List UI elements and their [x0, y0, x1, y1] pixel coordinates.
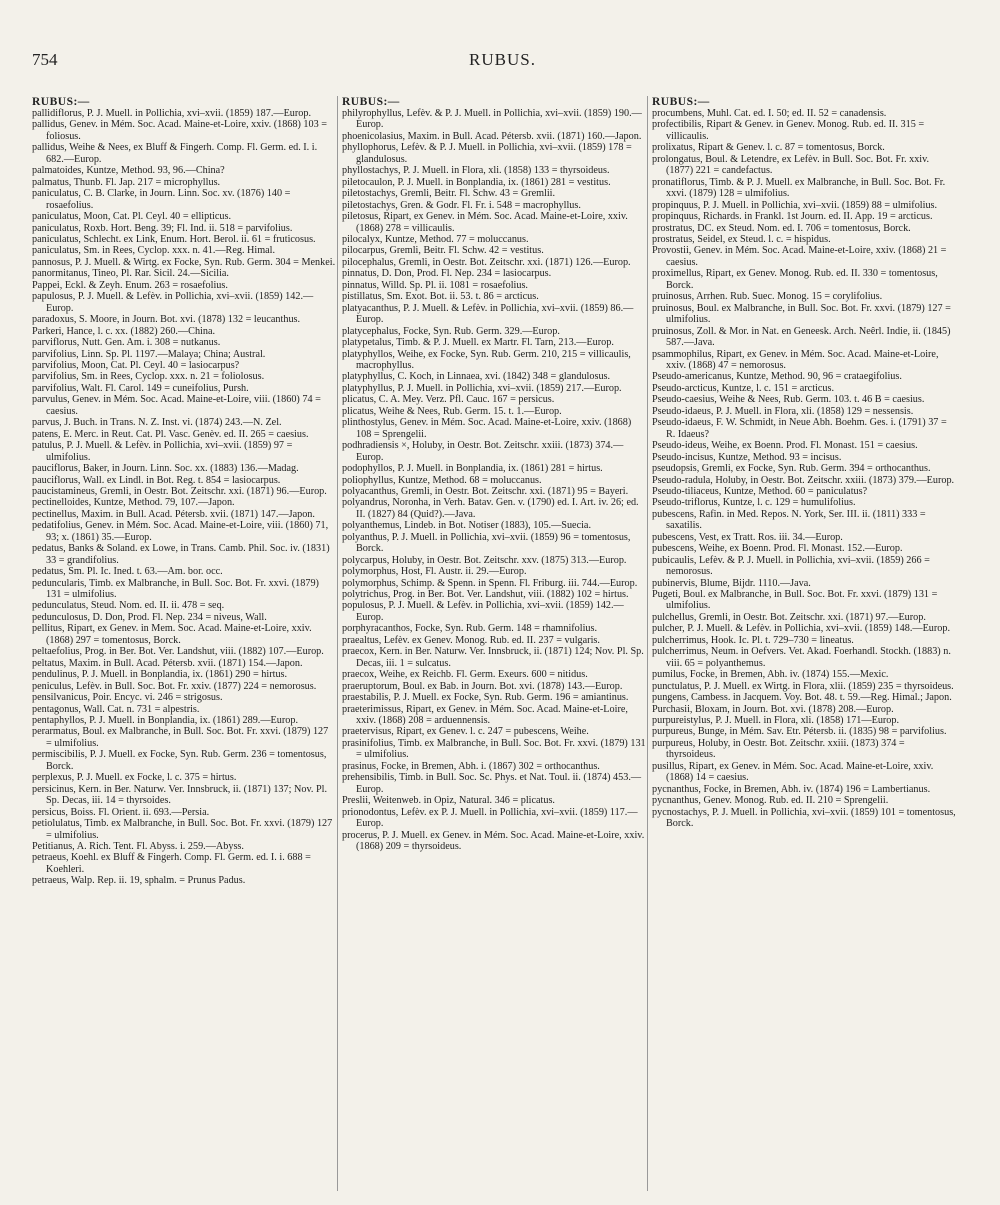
index-entry: piletocaulon, P. J. Muell. in Bonplandia, ix. (1861) 281 = vestitus.: [342, 176, 611, 188]
index-entry: prehensibilis, Timb. in Bull. Soc. Sc. Phys. et Nat. Toul. ii. (1874) 453.—Europ.: [342, 772, 642, 795]
page-header: [30, 50, 975, 76]
index-entry: pubinervis, Blume, Bijdr. 1110.—Java.: [652, 577, 811, 589]
index-entry: perarmatus, Boul. ex Malbranche, in Bull. Soc. Bot. Fr. xxvi. (1879) 127 = ulmifolius.: [32, 726, 329, 749]
index-entry: pannosus, P. J. Muell. & Wirtg. ex Focke, Syn. Rub. Germ. 304 = Menkei.: [32, 256, 336, 268]
index-entry: pruinosus, Zoll. & Mor. in Nat. en Geneesk. Arch. Neêrl. Indie, ii. (1845) 587.—Java.: [652, 325, 951, 349]
index-entry: parvulus, Genev. in Mém. Soc. Acad. Maine-et-Loire, viii. (1860) 74 = caesius.: [32, 394, 321, 417]
index-entry: polyanthemus, Lindeb. in Bot. Notiser (1883), 105.—Suecia.: [342, 520, 591, 532]
column-heading: RUBUS:—: [342, 96, 400, 108]
index-entry: pedunculosus, D. Don, Prod. Fl. Nep. 234 = niveus, Wall.: [32, 611, 267, 623]
index-entry: pedatus, Sm. Pl. Ic. Ined. t. 63.—Am. bor. occ.: [32, 566, 223, 578]
index-entry: paniculatus, Moon, Cat. Pl. Ceyl. 40 = ellipticus.: [32, 211, 232, 223]
index-entry: parvifolius, Moon, Cat. Pl. Ceyl. 40 = lasiocarpus?: [32, 359, 240, 371]
index-entry: punctulatus, P. J. Muell. ex Wirtg. in Flora, xlii. (1859) 235 = thyrsoideus.: [652, 680, 954, 692]
column-divider: [647, 96, 648, 1191]
index-entry: pallidiflorus, P. J. Muell. in Pollichia, xvi–xvii. (1859) 187.—Europ.: [32, 108, 312, 119]
index-entry: pinnatus, D. Don, Prod. Fl. Nep. 234 = lasiocarpus.: [342, 268, 552, 280]
index-entry: propinquus, Richards. in Frankl. 1st Journ. ed. II. App. 19 = arcticus.: [652, 211, 933, 223]
index-entry: peniculus, Lefèv. in Bull. Soc. Bot. Fr. xxiv. (1877) 224 = nemorosus.: [32, 680, 317, 692]
index-entry: pallidus, Weihe & Nees, ex Bluff & Fingerh. Comp. Fl. Germ. ed. I. i. 682.—Europ.: [32, 142, 318, 165]
index-entry: pseudopsis, Gremli, ex Focke, Syn. Rub. Germ. 394 = orthocanthus.: [652, 463, 931, 475]
index-entry: pilocarpus, Gremli, Beitr. Fl. Schw. 42 = vestitus.: [342, 245, 544, 257]
index-entry: paniculatus, C. B. Clarke, in Journ. Linn. Soc. xv. (1876) 140 = rosaefolius.: [32, 188, 291, 211]
index-entry: pilocephalus, Gremli, in Oestr. Bot. Zeitschr. xxi. (1871) 126.—Europ.: [342, 256, 631, 268]
index-entry: piletostachys, Gremli, Beitr. Fl. Schw. 43 = Gremlii.: [342, 188, 556, 200]
index-entry: pauciflorus, Baker, in Journ. Linn. Soc. xx. (1883) 136.—Madag.: [32, 463, 299, 475]
index-entry: praestabilis, P. J. Muell. ex Focke, Syn. Rub. Germ. 196 = amiantinus.: [342, 692, 629, 704]
index-entry: Pappei, Eckl. & Zeyh. Enum. 263 = rosaefolius.: [32, 279, 228, 291]
index-entry: peltatus, Maxim. in Bull. Acad. Pétersb. xvii. (1871) 154.—Japon.: [32, 657, 303, 669]
index-entry: persicus, Boiss. Fl. Orient. ii. 693.—Persia.: [32, 806, 210, 818]
index-entry: podophyllos, P. J. Muell. in Bonplandia, ix. (1861) 281 = hirtus.: [342, 463, 603, 475]
index-entry: Parkeri, Hance, l. c. xx. (1882) 260.—China.: [32, 325, 216, 337]
index-entry: Provostii, Genev. in Mém. Soc. Acad. Maine-et-Loire, xxiv. (1868) 21 = caesius.: [652, 245, 947, 268]
index-entry: Pseudo-radula, Holuby, in Oestr. Bot. Zeitschr. xxiii. (1873) 379.—Europ.: [652, 474, 955, 486]
column-3: [652, 96, 956, 1196]
index-entry: Purchasii, Bloxam, in Journ. Bot. xvi. (1878) 208.—Europ.: [652, 703, 894, 715]
index-entry: paradoxus, S. Moore, in Journ. Bot. xvi. (1878) 132 = leucanthus.: [32, 314, 301, 326]
page-number: 754: [32, 50, 58, 69]
index-entry: Pseudo-idaeus, P. J. Muell. in Flora, xli. (1858) 129 = nessensis.: [652, 405, 914, 417]
index-entry: prasinus, Focke, in Bremen, Abh. i. (1867) 302 = orthocanthus.: [342, 760, 600, 772]
column-heading: RUBUS:—: [652, 96, 710, 108]
index-entry: paniculatus, Roxb. Hort. Beng. 39; Fl. Ind. ii. 518 = parvifolius.: [32, 222, 293, 234]
index-entry: pumilus, Focke, in Bremen, Abh. iv. (1874) 155.—Mexic.: [652, 669, 889, 681]
index-entry: patulus, P. J. Muell. & Lefèv. in Pollichia, xvi–xvii. (1859) 97 = ulmifolius.: [32, 440, 293, 463]
index-entry: podhradiensis ×, Holuby, in Oestr. Bot. Zeitschr. xxiii. (1873) 374.—Europ.: [342, 440, 624, 463]
index-entry: pedunculatus, Steud. Nom. ed. II. ii. 478 = seq.: [32, 600, 225, 612]
index-entry: platypetalus, Timb. & P. J. Muell. ex Martr. Fl. Tarn, 213.—Europ.: [342, 337, 614, 349]
index-entry: platyphyllus, C. Koch, in Linnaea, xvi. (1842) 348 = glandulosus.: [342, 371, 611, 383]
index-entry: parviflorus, Nutt. Gen. Am. i. 308 = nutkanus.: [32, 337, 221, 349]
index-entry: persicinus, Kern. in Ber. Naturw. Ver. Innsbruck, ii. (1871) 137; Nov. Pl. Sp. Decas, iii. 14 = thyrsoides.: [32, 783, 328, 807]
index-entry: purpureus, Holuby, in Oestr. Bot. Zeitschr. xxiii. (1873) 374 = thyrsoideus.: [652, 737, 905, 761]
index-entry: peltaefolius, Prog. in Ber. Bot. Ver. Landshut, viii. (1882) 107.—Europ.: [32, 646, 324, 658]
index-entry: perplexus, P. J. Muell. ex Focke, l. c. 375 = hirtus.: [32, 772, 237, 784]
index-entry: pycnanthus, Genev. Monog. Rub. ed. II. 210 = Sprengelii.: [652, 795, 889, 807]
index-entry: pruinosus, Boul. ex Malbranche, in Bull. Soc. Bot. Fr. xxvi. (1879) 127 = ulmifolius.: [652, 302, 951, 326]
running-title: RUBUS.: [469, 50, 536, 69]
column-1: [32, 96, 336, 1196]
index-entry: pungens, Cambess. in Jacquem. Voy. Bot. 48. t. 59.—Reg. Himal.; Japon.: [652, 692, 952, 704]
index-entry: profectibilis, Ripart & Genev. in Genev. Monog. Rub. ed. II. 315 = villicaulis.: [652, 119, 925, 142]
index-entry: parvifolius, Walt. Fl. Carol. 149 = cuneifolius, Pursh.: [32, 382, 249, 394]
index-entry: pilocalyx, Kuntze, Method. 77 = moluccanus.: [342, 233, 529, 245]
index-entry: pycnanthus, Focke, in Bremen, Abh. iv. (1874) 196 = Lambertianus.: [652, 783, 931, 795]
index-entry: palmatoides, Kuntze, Method. 93, 96.—China?: [32, 165, 225, 177]
index-entry: Petitianus, A. Rich. Tent. Fl. Abyss. i. 259.—Abyss.: [32, 841, 244, 852]
index-entry: pusillus, Ripart, ex Genev. in Mém. Soc. Acad. Maine-et-Loire, xxiv. (1868) 14 = caesius.: [652, 760, 934, 784]
index-entry: pubescens, Vest, ex Tratt. Ros. iii. 34.—Europ.: [652, 531, 843, 543]
index-entry: prolongatus, Boul. & Letendre, ex Lefèv. in Bull. Soc. Bot. Fr. xxiv. (1877) 221 = candefactus.: [652, 153, 930, 177]
index-entry: Pseudo-idaeus, F. W. Schmidt, in Neue Abh. Boehm. Ges. i. (1791) 37 = R. Idaeus?: [652, 417, 947, 440]
index-entry: permiscibilis, P. J. Muell. ex Focke, Syn. Rub. Germ. 236 = tomentosus, Borck.: [32, 749, 327, 772]
index-entry: pinnatus, Willd. Sp. Pl. ii. 1081 = rosaefolius.: [342, 279, 528, 291]
index-entry: prionodontus, Lefèv. ex P. J. Muell. in Pollichia, xvi–xvii. (1859) 117.—Europ.: [342, 806, 638, 830]
index-entry: propinquus, P. J. Muell. in Pollichia, xvi–xvii. (1859) 88 = ulmifolius.: [652, 199, 938, 211]
index-entry: prolixatus, Ripart & Genev. l. c. 87 = tomentosus, Borck.: [652, 142, 885, 154]
index-entry: philyrophyllus, Lefèv. & P. J. Muell. in Pollichia, xvi–xvii. (1859) 190.—Europ.: [342, 108, 642, 131]
index-entry: proximellus, Ripart, ex Genev. Monog. Rub. ed. II. 330 = tomentosus, Borck.: [652, 268, 938, 291]
index-entry: populosus, P. J. Muell. & Lefèv. in Pollichia, xvi–xvii. (1859) 142.—Europ.: [342, 600, 624, 623]
index-entry: Pseudo-americanus, Kuntze, Method. 90, 96 = crataegifolius.: [652, 371, 902, 383]
index-entry: petraeus, Walp. Rep. ii. 19, sphalm. = Prunus Padus.: [32, 875, 246, 887]
index-entry: pauciflorus, Wall. ex Lindl. in Bot. Reg. t. 854 = lasiocarpus.: [32, 474, 281, 486]
index-entry: pallidus, Genev. in Mém. Soc. Acad. Maine-et-Loire, xxiv. (1868) 103 = foliosus.: [32, 119, 327, 142]
index-entry: pentagonus, Wall. Cat. n. 731 = alpestris.: [32, 703, 200, 715]
index-entry: phyllostachys, P. J. Muell. in Flora, xli. (1858) 133 = thyrsoideus.: [342, 165, 610, 177]
index-entry: polyandrus, Noronha, in Verh. Batav. Gen. v. (1790) ed. I. Art. iv. 26; ed. II. (1827) 84 (Quid?).—Java.: [342, 497, 639, 520]
index-entry: praecox, Kern. in Ber. Naturw. Ver. Innsbruck, ii. (1871) 124; Nov. Pl. Sp. Decas, iii. 1 = sulcatus.: [342, 646, 644, 669]
index-entry: paucistamineus, Gremli, in Oestr. Bot. Zeitschr. xxi. (1871) 96.—Europ.: [32, 485, 327, 497]
index-entry: pruinosus, Arrhen. Rub. Suec. Monog. 15 = corylifolius.: [652, 291, 883, 303]
index-entry: platyphyllos, Weihe, ex Focke, Syn. Rub. Germ. 210, 215 = villicaulis, macrophyllus.: [342, 348, 631, 371]
index-entry: pulcherrimus, Hook. Ic. Pl. t. 729–730 = lineatus.: [652, 634, 854, 646]
index-entry: parvifolius, Sm. in Rees, Cyclop. xxx. n. 21 = foliolosus.: [32, 371, 265, 383]
index-entry: pubescens, Weihe, ex Boenn. Prod. Fl. Monast. 152.—Europ.: [652, 543, 903, 555]
index-entry: pistillatus, Sm. Exot. Bot. ii. 53. t. 86 = arcticus.: [342, 291, 539, 303]
index-entry: Pseudo-triflorus, Kuntze, l. c. 129 = humulifolius.: [652, 497, 856, 509]
column-divider: [337, 96, 338, 1191]
index-entry: polymorphus, Host, Fl. Austr. ii. 29.—Europ.: [342, 566, 527, 578]
index-entry: pellitus, Ripart, ex Genev. in Mem. Soc. Acad. Maine-et-Loire, xxiv. (1868) 297 = tomentosus, Borck.: [32, 623, 312, 646]
index-entry: pulcherrimus, Neum. in Oefvers. Vet. Akad. Foerhandl. Stockh. (1883) n. viii. 65 = polyanthemus.: [652, 646, 951, 669]
index-entry: polycarpus, Holuby, in Oestr. Bot. Zeitschr. xxv. (1875) 313.—Europ.: [342, 554, 627, 566]
column-2: [342, 96, 646, 1196]
index-entry: polyanthus, P. J. Muell. in Pollichia, xvi–xvii. (1859) 96 = tomentosus, Borck.: [342, 531, 631, 555]
index-entry: prostratus, DC. ex Steud. Nom. ed. I. 706 = tomentosus, Borck.: [652, 222, 911, 234]
index-entry: polyacanthus, Gremli, in Oestr. Bot. Zeitschr. xxi. (1871) 95 = Bayeri.: [342, 485, 629, 497]
index-entry: petraeus, Koehl. ex Bluff & Fingerh. Comp. Fl. Germ. ed. I. i. 688 = Koehleri.: [32, 852, 311, 875]
index-entry: parvus, J. Buch. in Trans. N. Z. Inst. vi. (1874) 243.—N. Zel.: [32, 417, 282, 429]
index-entry: pubescens, Rafin. in Med. Repos. N. York, Ser. III. ii. (1811) 333 = saxatilis.: [652, 508, 926, 532]
index-entry: purpureistylus, P. J. Muell. in Flora, xli. (1858) 171—Europ.: [652, 715, 900, 727]
index-entry: pulchellus, Gremli, in Oestr. Bot. Zeitschr. xxi. (1871) 97.—Europ.: [652, 611, 926, 623]
index-entry: phyllophorus, Lefèv. & P. J. Muell. in Pollichia, xvi–xvii. (1859) 178 = glandulosus.: [342, 142, 632, 165]
index-entry: pulcher, P. J. Muell. & Lefèv. in Pollichia, xvi–xvii. (1859) 148.—Europ.: [652, 623, 951, 635]
index-entry: Pseudo-arcticus, Kuntze, l. c. 151 = arcticus.: [652, 382, 834, 394]
index-entry: plicatus, Weihe & Nees, Rub. Germ. 15. t. 1.—Europ.: [342, 405, 562, 417]
index-entry: paniculatus, Sm. in Rees, Cyclop. xxx. n. 41.—Reg. Himal.: [32, 245, 276, 257]
index-entry: Pugeti, Boul. ex Malbranche, in Bull. Soc. Bot. Fr. xxvi. (1879) 131 = ulmifolius.: [652, 589, 938, 612]
index-entry: parvifolius, Linn. Sp. Pl. 1197.—Malaya; China; Austral.: [32, 348, 266, 360]
index-entry: patens, E. Merc. in Reut. Cat. Pl. Vasc. Genèv. ed. II. 265 = caesius.: [32, 428, 309, 440]
index-entry: purpureus, Bunge, in Mém. Sav. Etr. Pétersb. ii. (1835) 98 = parvifolius.: [652, 726, 947, 738]
index-entry: platycephalus, Focke, Syn. Rub. Germ. 329.—Europ.: [342, 325, 560, 337]
index-entry: Pseudo-ideus, Weihe, ex Boenn. Prod. Fl. Monast. 151 = caesius.: [652, 440, 918, 452]
index-entry: panormitanus, Tineo, Pl. Rar. Sicil. 24.—Sicilia.: [32, 268, 229, 280]
index-entry: plinthostylus, Genev. in Mém. Soc. Acad. Maine-et-Loire, xxiv. (1868) 108 = Sprengelii.: [342, 417, 632, 440]
index-entry: Pseudo-caesius, Weihe & Nees, Rub. Germ. 103. t. 46 B = caesius.: [652, 394, 925, 406]
index-entry: procerus, P. J. Muell. ex Genev. in Mém. Soc. Acad. Maine-et-Loire, xxiv. (1868) 209 = thyrsoideus.: [342, 829, 645, 852]
index-entry: pensilvanicus, Poir. Encyc. vi. 246 = strigosus.: [32, 692, 223, 704]
index-entry: pendulinus, P. J. Muell. in Bonplandia, ix. (1861) 290 = hirtus.: [32, 669, 288, 681]
index-entry: peduncularis, Timb. ex Malbranche, in Bull. Soc. Bot. Fr. xxvi. (1879) 131 = ulmifolius.: [32, 577, 319, 601]
index-entry: prasinifolius, Timb. ex Malbranche, in Bull. Soc. Bot. Fr. xxvi. (1879) 131 = ulmifolius.: [342, 737, 646, 761]
index-entry: pentaphyllos, P. J. Muell. in Bonplandia, ix. (1861) 289.—Europ.: [32, 715, 298, 727]
index-entry: pedatus, Banks & Soland. ex Lowe, in Trans. Camb. Phil. Soc. iv. (1831) 33 = grandifolius.: [32, 543, 330, 566]
index-entry: poliophyllus, Kuntze, Method. 68 = moluccanus.: [342, 474, 542, 486]
index-entry: palmatus, Thunb. Fl. Jap. 217 = microphyllus.: [32, 176, 221, 188]
index-entry: piletostachys, Gren. & Godr. Fl. Fr. i. 548 = macrophyllus.: [342, 199, 581, 211]
index-entry: plicatus, C. A. Mey. Verz. Pfl. Cauc. 167 = persicus.: [342, 394, 555, 406]
index-entry: pectinellus, Maxim. in Bull. Acad. Pétersb. xvii. (1871) 147.—Japon.: [32, 508, 315, 520]
index-entry: paniculatus, Schlecht. ex Link, Enum. Hort. Berol. ii. 61 = fruticosus.: [32, 233, 316, 245]
index-entry: porphyracanthos, Focke, Syn. Rub. Germ. 148 = rhamnifolius.: [342, 623, 598, 635]
column-heading: RUBUS:—: [32, 96, 90, 108]
index-entry: papulosus, P. J. Muell. & Lefèv. in Pollichia, xvi–xvii. (1859) 142.—Europ.: [32, 291, 314, 314]
index-entry: platyacanthus, P. J. Muell. & Lefèv. in Pollichia, xvi–xvii. (1859) 86.—Europ.: [342, 302, 634, 326]
index-entry: petiolulatus, Timb. ex Malbranche, in Bull. Soc. Bot. Fr. xxvi. (1879) 127 = ulmifolius.: [32, 818, 333, 841]
index-entry: piletosus, Ripart, ex Genev. in Mém. Soc. Acad. Maine-et-Loire, xxiv. (1868) 278 = villicaulis.: [342, 211, 628, 234]
index-entry: polytrichus, Prog. in Ber. Bot. Ver. Landshut, viii. (1882) 102 = hirtus.: [342, 589, 629, 601]
index-entry: pubicaulis, Lefèv. & P. J. Muell. in Pollichia, xvi–xvii. (1859) 266 = nemorosus.: [652, 554, 930, 578]
index-entry: praecox, Weihe, ex Reichb. Fl. Germ. Exeurs. 600 = nitidus.: [342, 669, 588, 681]
index-entry: prostratus, Seidel, ex Steud. l. c. = hispidus.: [652, 233, 831, 245]
index-entry: pedatifolius, Genev. in Mém. Soc. Acad. Maine-et-Loire, viii. (1860) 71, 93; x. (1861) 35.—Europ.: [32, 520, 329, 543]
index-entry: Pseudo-tiliaceus, Kuntze, Method. 60 = paniculatus?: [652, 485, 868, 497]
index-entry: pectinelloides, Kuntze, Method. 79, 107.—Japon.: [32, 497, 235, 509]
index-entry: phoenicolasius, Maxim. in Bull. Acad. Pétersb. xvii. (1871) 160.—Japon.: [342, 130, 642, 142]
index-entry: praeruptorum, Boul. ex Bab. in Journ. Bot. xvi. (1878) 143.—Europ.: [342, 680, 623, 692]
index-entry: praeterimissus, Ripart, ex Genev. in Mém. Soc. Acad. Maine-et-Loire, xxiv. (1868) 208 = arduennensis.: [342, 703, 628, 727]
index-entry: procumbens, Muhl. Cat. ed. I. 50; ed. II. 52 = canadensis.: [652, 108, 887, 119]
index-entry: pycnostachys, P. J. Muell. in Pollichia, xvi–xvii. (1859) 101 = tomentosus, Borck.: [652, 806, 956, 830]
index-entry: Pseudo-incisus, Kuntze, Method. 93 = incisus.: [652, 451, 842, 463]
index-entry: praetervisus, Ripart, ex Genev. l. c. 247 = pubescens, Weihe.: [342, 726, 589, 738]
index-entry: polymorphus, Schimp. & Spenn. in Spenn. Fl. Friburg. iii. 744.—Europ.: [342, 577, 638, 589]
index-entry: Preslii, Weitenweb. in Opiz, Natural. 346 = plicatus.: [342, 795, 555, 807]
index-entry: praealtus, Lefèv. ex Genev. Monog. Rub. ed. II. 237 = vulgaris.: [342, 634, 600, 646]
index-entry: pronatiflorus, Timb. & P. J. Muell. ex Malbranche, in Bull. Soc. Bot. Fr. xxvi. (1879) 128 = ulmifolius.: [652, 176, 946, 200]
index-entry: platyphyllus, P. J. Muell. in Pollichia, xvi–xvii. (1859) 217.—Europ.: [342, 382, 622, 394]
index-entry: psammophilus, Ripart, ex Genev. in Mém. Soc. Acad. Maine-et-Loire, xxiv. (1868) 47 = nemorosus.: [652, 348, 939, 371]
